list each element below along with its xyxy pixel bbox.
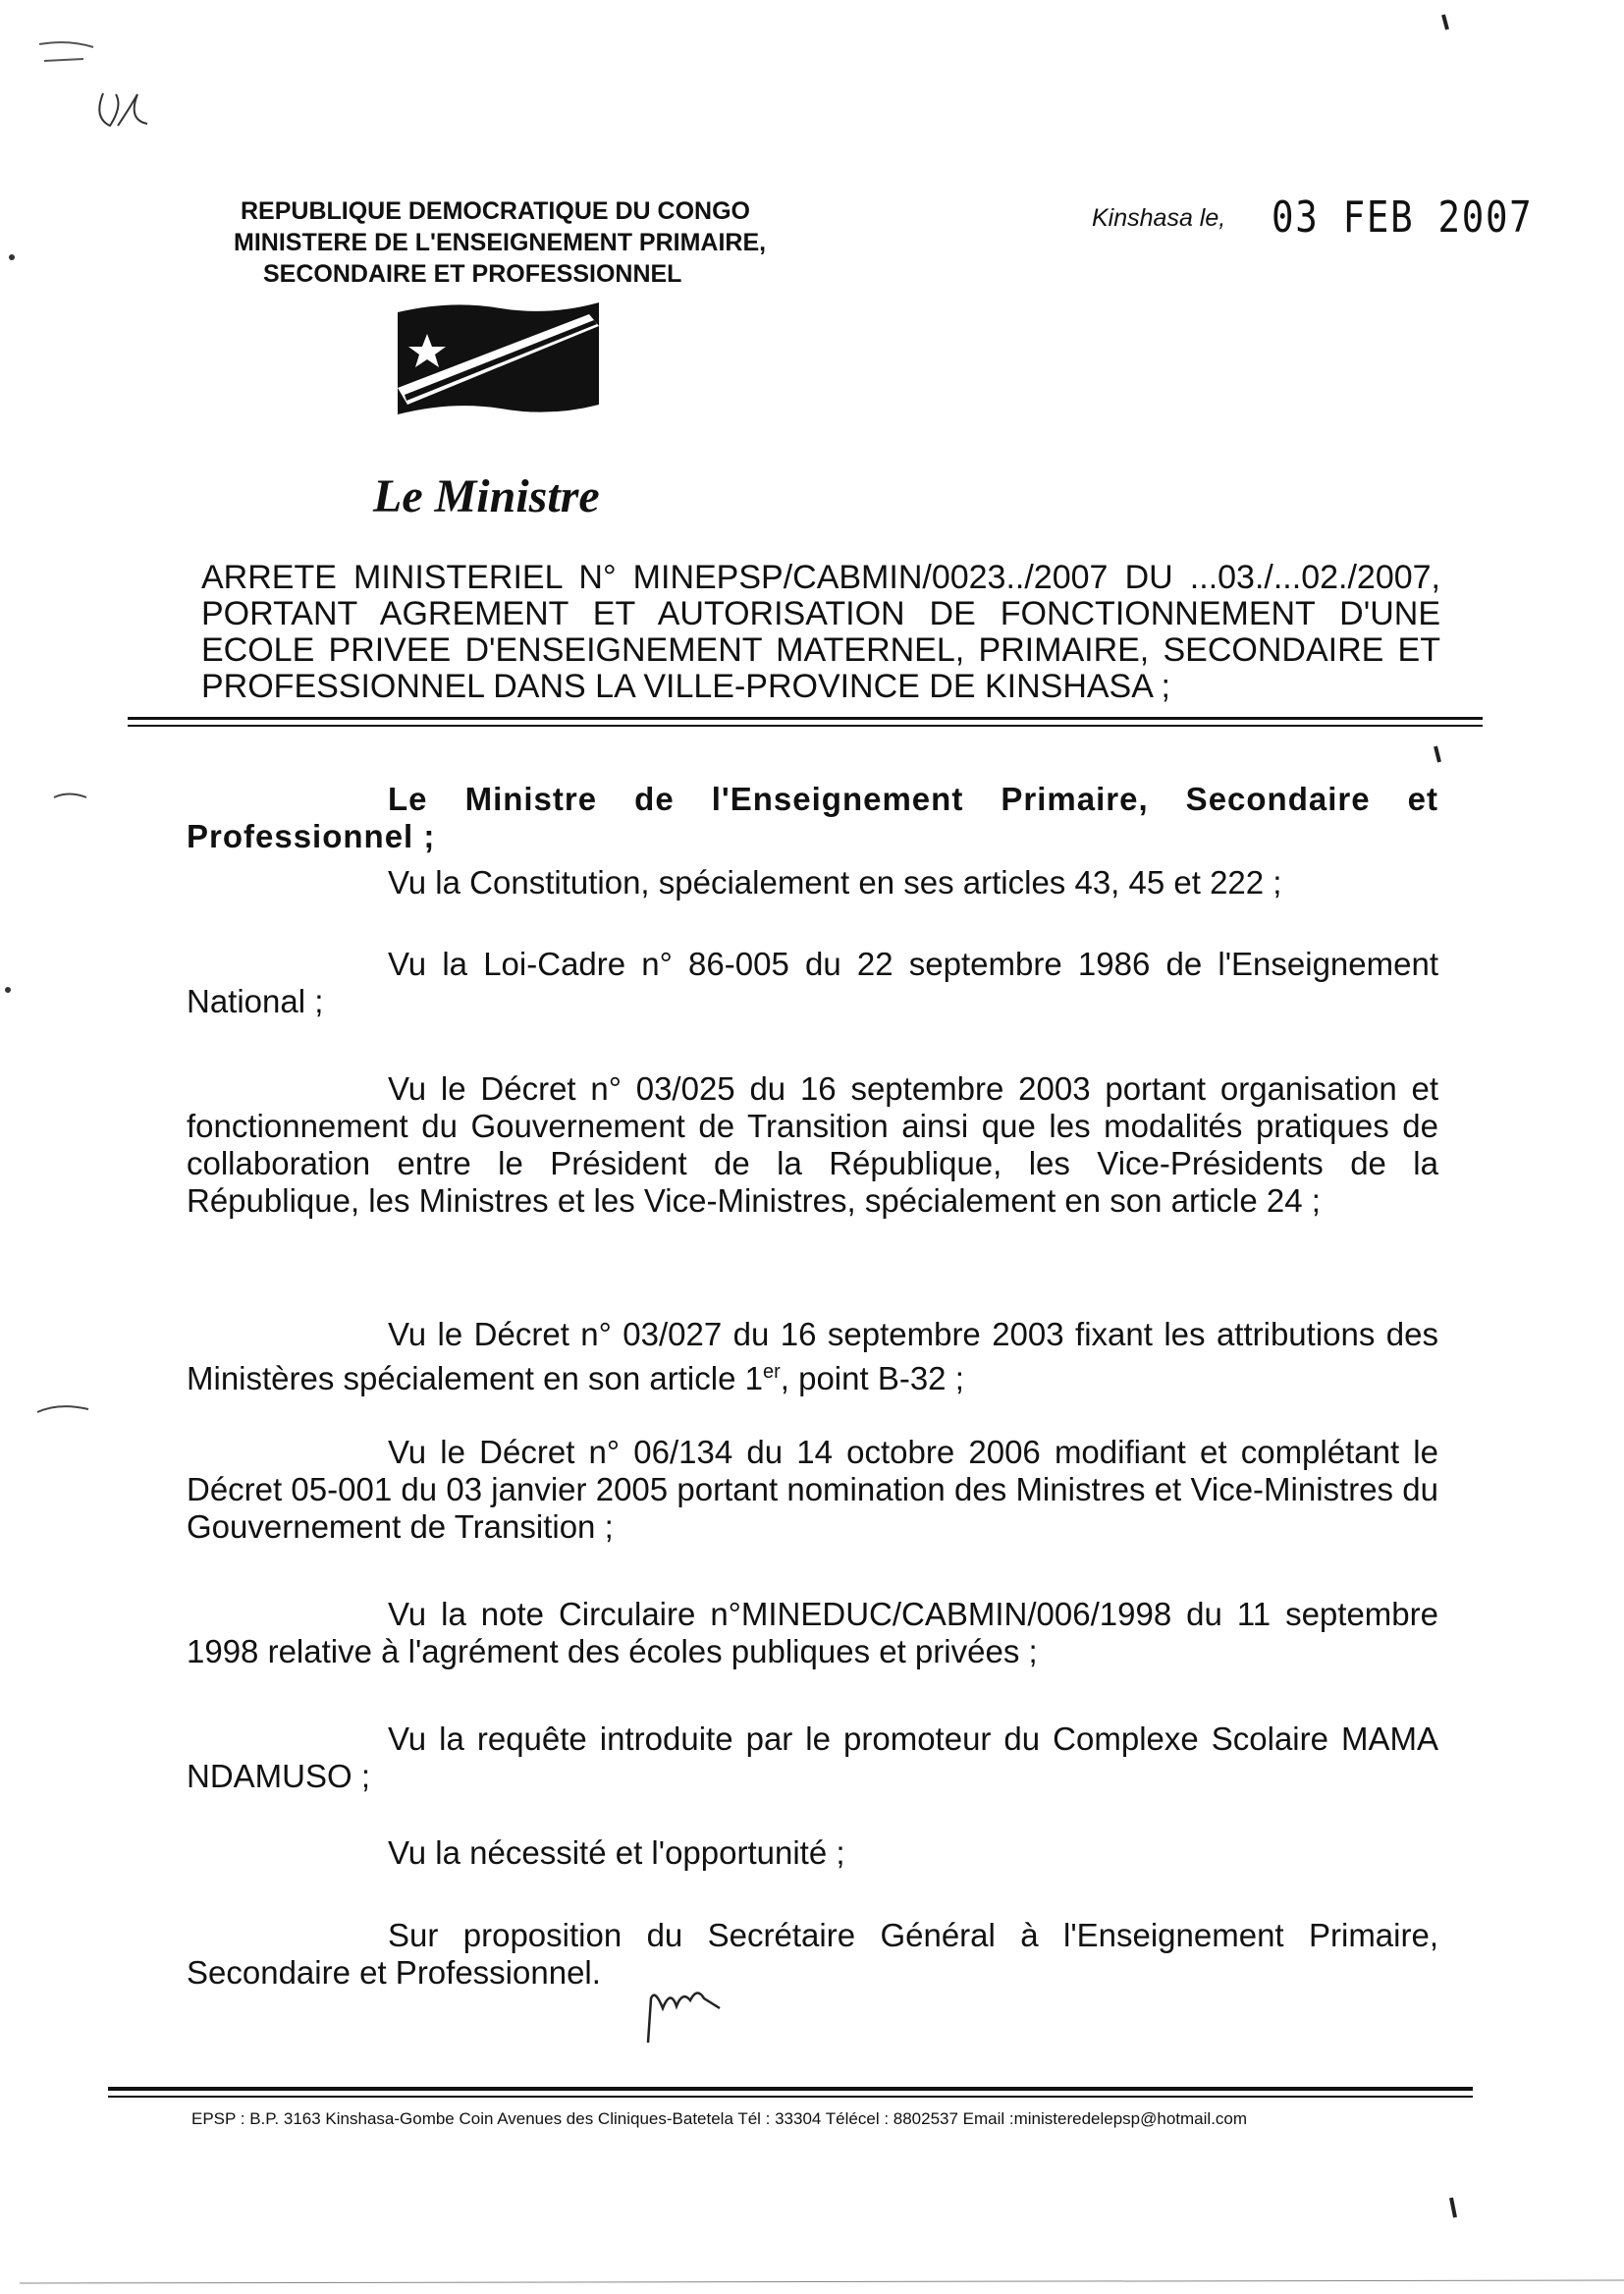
- paragraph-requete: Vu la requête introduite par le promoteur du Complexe Scolaire MAMA NDAMUSO ;: [187, 1720, 1438, 1794]
- header-ministry: MINISTERE DE L'ENSEIGNEMENT PRIMAIRE,: [234, 229, 767, 256]
- decret-03-027-sup: er: [762, 1361, 781, 1383]
- arrete-title: [201, 560, 1440, 705]
- title-rule-top: [128, 717, 1483, 720]
- date-label: Kinshasa le,: [1092, 204, 1226, 232]
- paragraph-decret-06-134: Vu le Décret n° 06/134 du 14 octobre 2006 modifiant et complétant le Décret 05-001 du 03 janvier 2005 portant nomination des Ministres et Vice-Ministres du Gouvernement de Transition ;: [187, 1434, 1438, 1545]
- drc-flag-icon: [393, 295, 604, 422]
- decret-03-027-text: Vu le Décret n° 03/027 du 16 septembre 2003 fixant les attributions des Ministères spécialement en son article 1: [187, 1316, 1438, 1396]
- paragraph-loi-cadre: Vu la Loi-Cadre n° 86-005 du 22 septembre 1986 de l'Enseignement National ;: [187, 946, 1438, 1019]
- footer-rule-top: [108, 2087, 1473, 2091]
- header-ministry-sub: SECONDAIRE ET PROFESSIONNEL: [263, 260, 682, 288]
- title-rule-bottom: [128, 725, 1483, 727]
- paragraph-necessite: Vu la nécessité et l'opportunité ;: [388, 1834, 845, 1871]
- arrete-line-4: PROFESSIONNEL DANS LA VILLE-PROVINCE DE KINSHASA ;: [201, 668, 1170, 705]
- paragraph-proposition: Sur proposition du Secrétaire Général à l'Enseignement Primaire, Secondaire et Professionnel.: [187, 1917, 1438, 1991]
- date-stamp: 03 FEB 2007: [1272, 192, 1534, 243]
- initials-signature: [643, 1979, 731, 2048]
- paragraph-decret-03-027: [187, 1316, 1438, 1397]
- arrete-line-1: ARRETE MINISTERIEL N° MINEPSP/CABMIN/0023../2007 DU ...03./...02./2007,: [201, 559, 1440, 596]
- arrete-line-3: ECOLE PRIVEE D'ENSEIGNEMENT MATERNEL, PRIMAIRE, SECONDAIRE ET: [201, 631, 1440, 669]
- header-country: REPUBLIQUE DEMOCRATIQUE DU CONGO: [241, 197, 750, 225]
- paragraph-constitution: Vu la Constitution, spécialement en ses articles 43, 45 et 222 ;: [388, 864, 1282, 901]
- intro-paragraph: Le Ministre de l'Enseignement Primaire, Secondaire et Professionnel ;: [187, 781, 1438, 854]
- decret-03-027-tail: , point B-32 ;: [780, 1360, 964, 1396]
- paragraph-note-circulaire: Vu la note Circulaire n°MINEDUC/CABMIN/006/1998 du 11 septembre 1998 relative à l'agrément des écoles publiques et privées ;: [187, 1596, 1438, 1669]
- footer-rule-bottom: [108, 2096, 1473, 2098]
- arrete-line-2: PORTANT AGREMENT ET AUTORISATION DE FONCTIONNEMENT D'UNE: [201, 595, 1440, 632]
- minister-title: Le Ministre: [373, 470, 600, 522]
- footer-address: EPSP : B.P. 3163 Kinshasa-Gombe Coin Avenues des Cliniques-Batetela Tél : 33304 Télécel : 8802537 Email :ministeredelepsp@hotmail.com: [191, 2109, 1248, 2128]
- paragraph-decret-03-025: Vu le Décret n° 03/025 du 16 septembre 2003 portant organisation et fonctionnement du Gouvernement de Transition ainsi que les modalités pratiques de collaboration entre le Président de la République, les Vice-Présidents de la République, les Ministres et les Vice-Ministres, spécialement en son article 24 ;: [187, 1070, 1438, 1219]
